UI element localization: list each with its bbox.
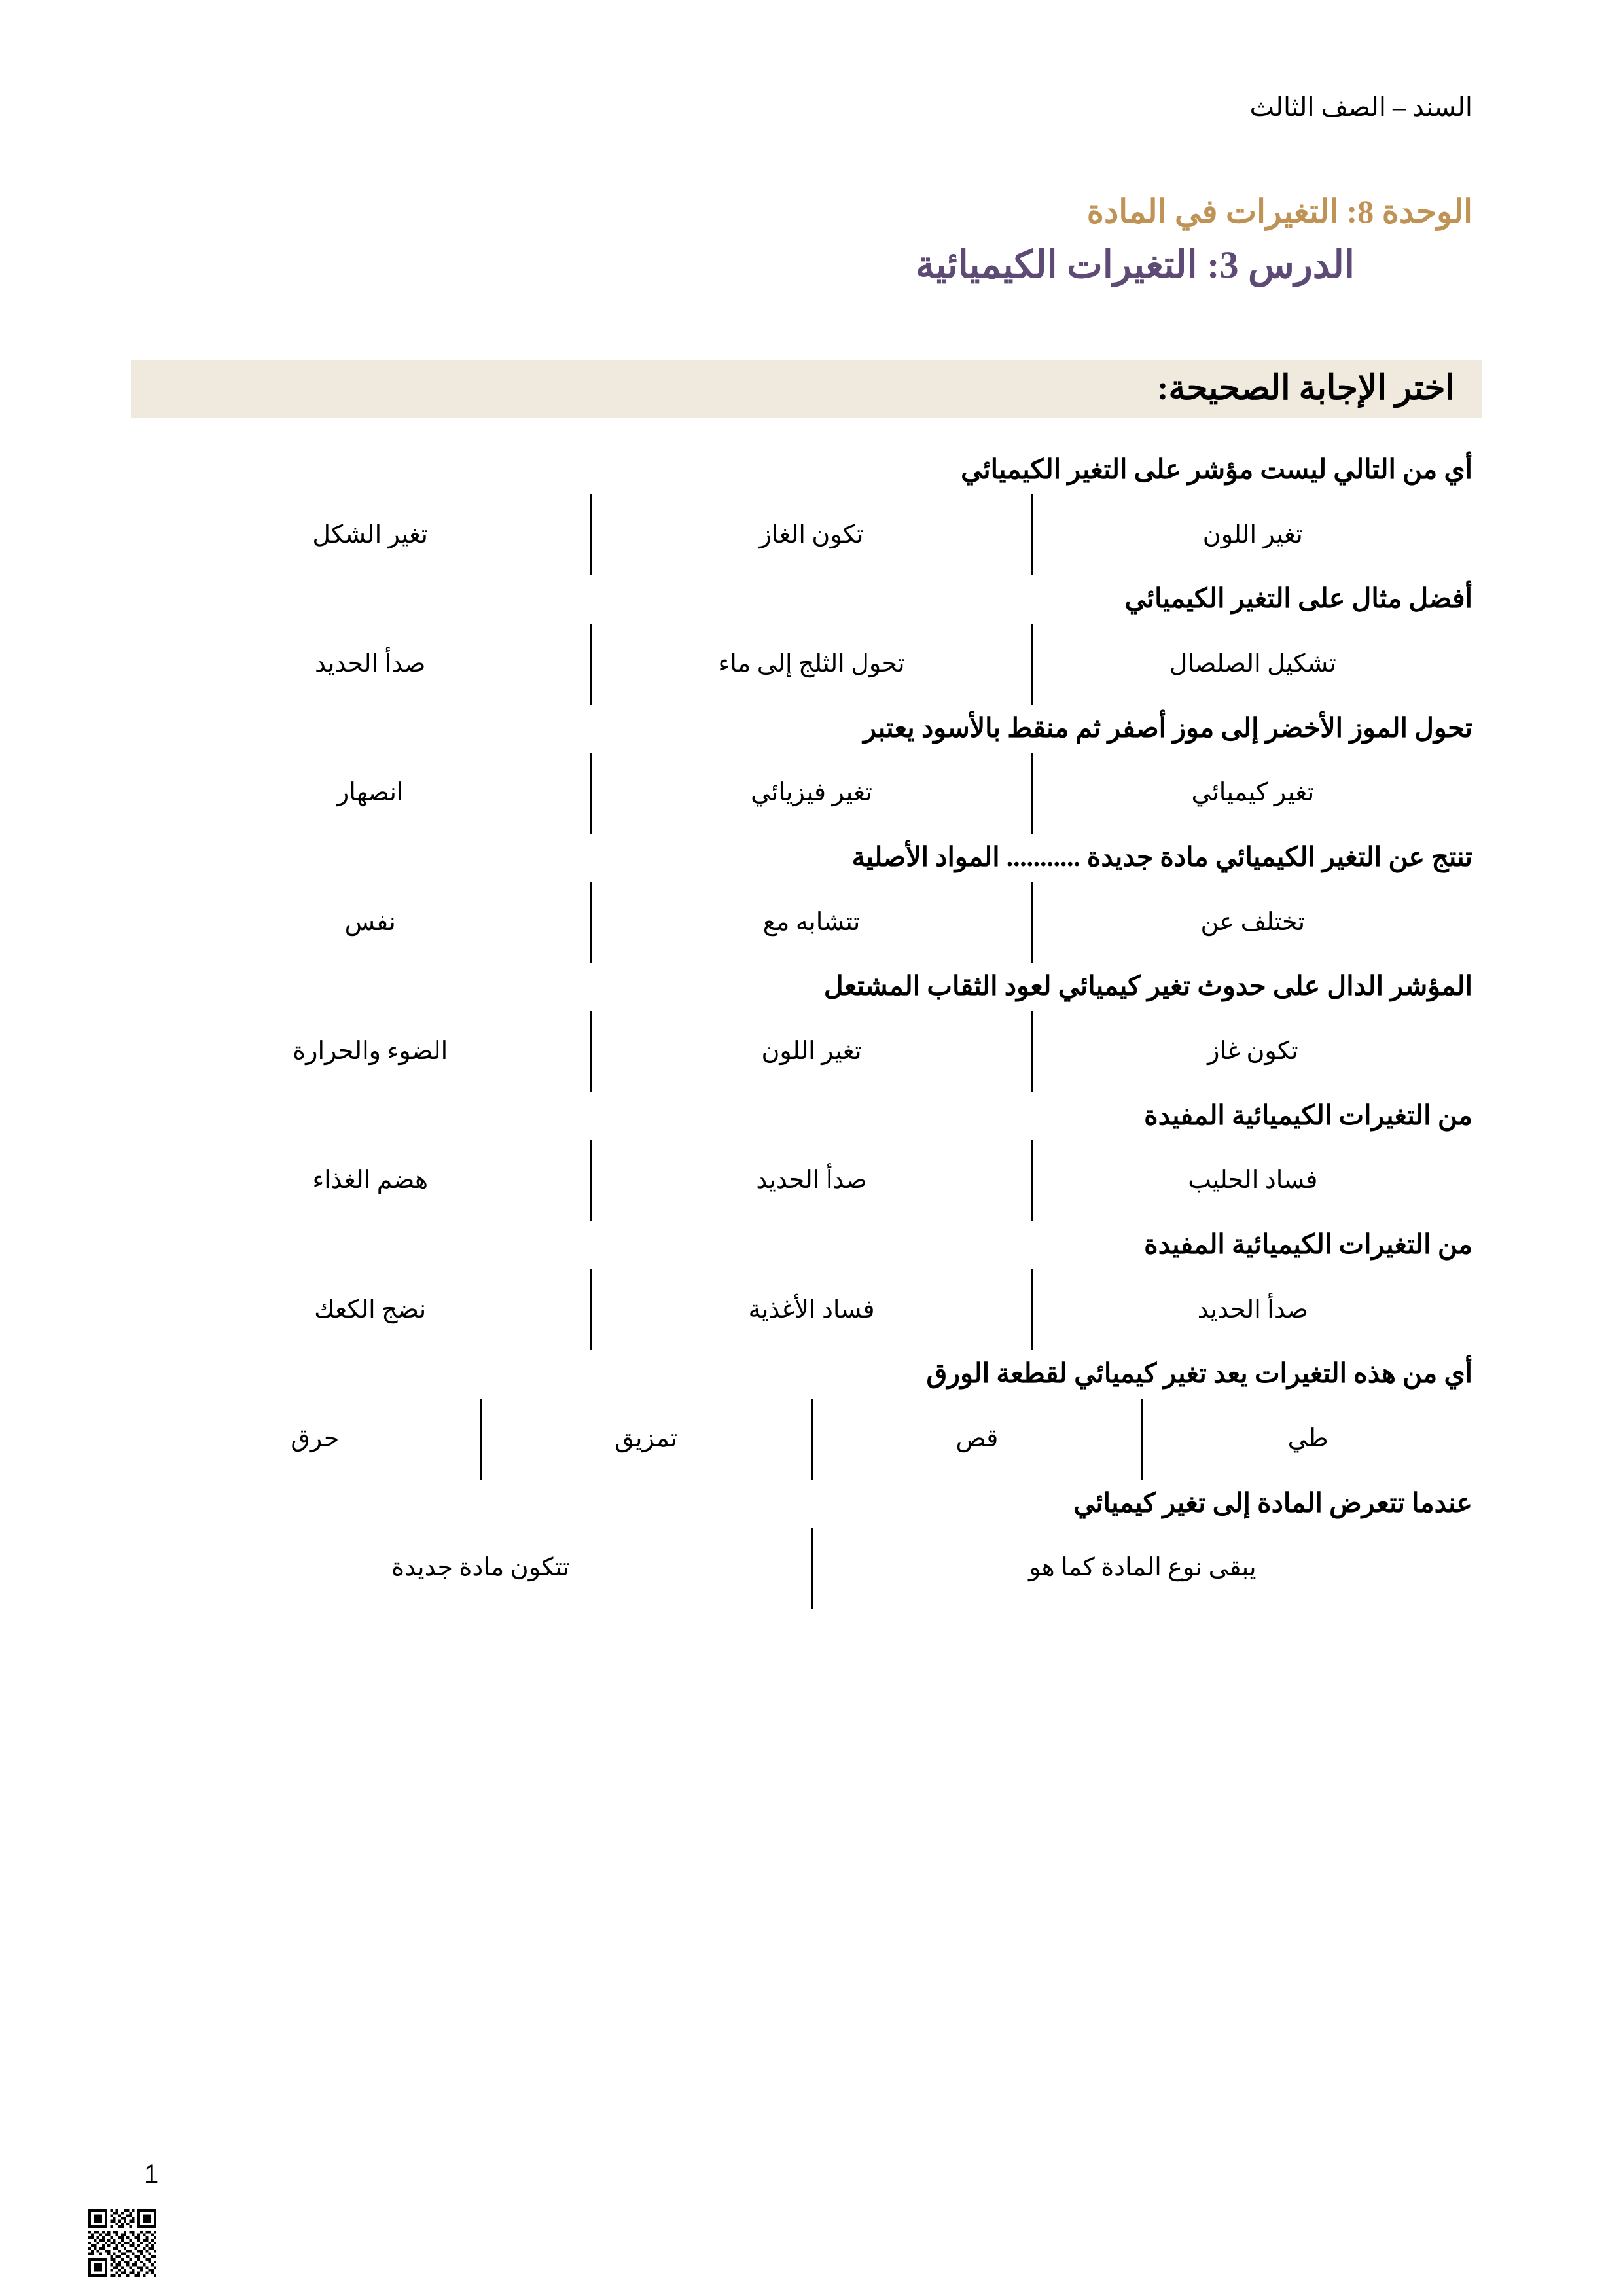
question-text: من التغيرات الكيميائية المفيدة	[1144, 1100, 1472, 1130]
option-choice[interactable]: فساد الحليب	[1188, 1166, 1318, 1194]
options-row	[151, 1140, 1472, 1221]
lesson-title: الدرس 3: التغيرات الكيميائية	[915, 243, 1355, 286]
questions-list	[151, 452, 1472, 1614]
option-choice[interactable]: فساد الأغذية	[592, 1269, 1033, 1350]
unit-title: الوحدة 8: التغيرات في المادة	[1086, 193, 1472, 230]
option-choice[interactable]: طي	[1287, 1425, 1329, 1453]
question-block	[151, 839, 1472, 963]
option-choice[interactable]: تشكيل الصلصال	[1169, 649, 1336, 677]
option-choice[interactable]: صدأ الحديد	[592, 1140, 1033, 1221]
options-row	[151, 1269, 1472, 1350]
qr-code	[88, 2209, 156, 2277]
instruction-bar	[131, 360, 1482, 418]
question-block	[151, 1485, 1472, 1609]
option-choice[interactable]: الضوء والحرارة	[151, 1011, 592, 1092]
option-choice[interactable]: هضم الغذاء	[151, 1140, 592, 1221]
question-text: من التغيرات الكيميائية المفيدة	[1144, 1229, 1472, 1260]
option-choice[interactable]: تغير اللون	[592, 1011, 1033, 1092]
options-row	[151, 624, 1472, 705]
option-choice[interactable]: نفس	[151, 882, 592, 963]
question-text: تحول الموز الأخضر إلى موز أصفر ثم منقط بالأسود يعتبر	[863, 712, 1472, 743]
option-choice[interactable]: تختلف عن	[1200, 908, 1306, 936]
option-choice[interactable]: تغير اللون	[1202, 520, 1303, 548]
document-header	[0, 92, 1623, 123]
question-block	[151, 581, 1472, 704]
option-choice[interactable]: قص	[813, 1399, 1144, 1480]
question-text: أي من التالي ليست مؤشر على التغير الكيميائي	[961, 454, 1472, 484]
page-number: 1	[144, 2160, 159, 2189]
option-choice[interactable]: انصهار	[151, 753, 592, 834]
option-choice[interactable]: تتشابه مع	[592, 882, 1033, 963]
option-choice[interactable]: تتكون مادة جديدة	[151, 1528, 813, 1609]
options-row	[151, 494, 1472, 575]
question-text: عندما تتعرض المادة إلى تغير كيميائي	[1073, 1487, 1472, 1518]
question-block	[151, 710, 1472, 834]
option-choice[interactable]: صدأ الحديد	[151, 624, 592, 705]
option-choice[interactable]: تغير فيزيائي	[592, 753, 1033, 834]
option-choice[interactable]: تحول الثلج إلى ماء	[592, 624, 1033, 705]
question-block	[151, 1098, 1472, 1221]
option-choice[interactable]: حرق	[151, 1399, 482, 1480]
options-row	[151, 1399, 1472, 1480]
option-choice[interactable]: يبقى نوع المادة كما هو	[1028, 1554, 1257, 1582]
question-text: أي من هذه التغيرات يعد تغير كيميائي لقطعة الورق	[926, 1358, 1472, 1389]
option-choice[interactable]: تغير الشكل	[151, 494, 592, 575]
question-text: أفضل مثال على التغير الكيميائي	[1124, 583, 1472, 614]
option-choice[interactable]: تمزيق	[482, 1399, 813, 1480]
options-row	[151, 753, 1472, 834]
option-choice[interactable]: صدأ الحديد	[1197, 1295, 1309, 1323]
question-block	[151, 968, 1472, 1092]
option-choice[interactable]: تغير كيميائي	[1191, 779, 1315, 807]
title-block	[151, 191, 1472, 289]
options-row	[151, 1011, 1472, 1092]
question-text: تنتج عن التغير الكيميائي مادة جديدة ........... المواد الأصلية	[851, 842, 1472, 872]
option-choice[interactable]: تكون غاز	[1207, 1037, 1298, 1066]
options-row	[151, 1528, 1472, 1609]
document-header-text: السند – الصف الثالث	[1249, 92, 1472, 122]
option-choice[interactable]: تكون الغاز	[592, 494, 1033, 575]
options-row	[151, 882, 1472, 963]
option-choice[interactable]: نضج الكعك	[151, 1269, 592, 1350]
question-block	[151, 1227, 1472, 1350]
question-text: المؤشر الدال على حدوث تغير كيميائي لعود الثقاب المشتعل	[823, 971, 1472, 1001]
question-block	[151, 1355, 1472, 1479]
question-block	[151, 452, 1472, 575]
instruction-text: اختر الإجابة الصحيحة:	[1157, 370, 1455, 407]
